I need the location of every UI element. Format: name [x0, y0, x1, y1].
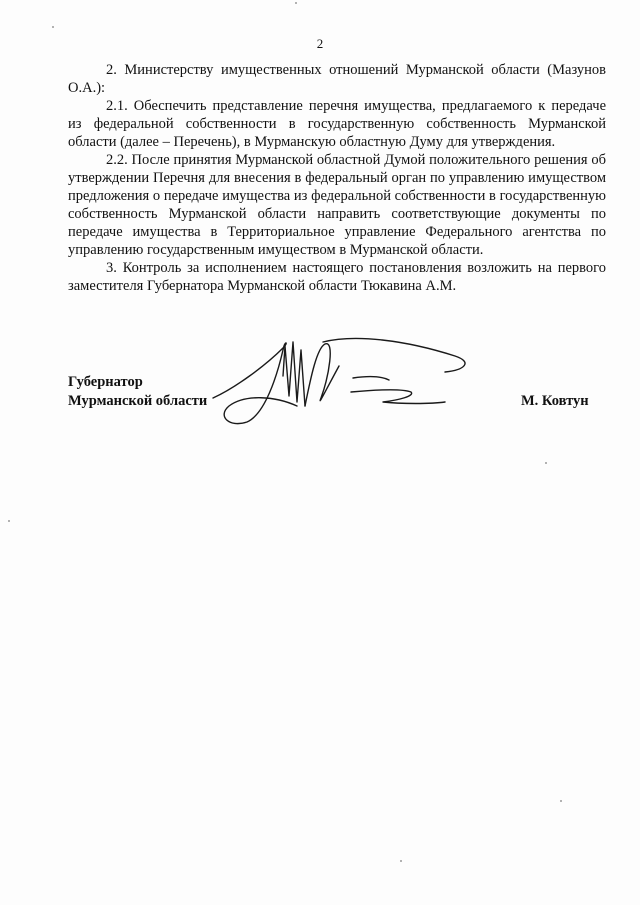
- handwritten-signature: [205, 336, 470, 426]
- signatory-title: [68, 373, 207, 411]
- signatory-title-line-1: Губернатор: [68, 374, 143, 390]
- scan-speck: [400, 860, 402, 862]
- paragraph-item-2-2: 2.2. После принятия Мурманской областной Думой положительного решения об утверждении Перечня для внесения в федеральный орган по управлению имуществом предложения о передаче имущества из федеральной собственности в государственную собственность Мурманской области направить соответствующие документы по передаче имущества в Территориальное управление Федерального агентства по управлению государственным имуществом в Мурманской области.: [68, 152, 606, 258]
- page-number: 2: [316, 36, 324, 51]
- scan-speck: [295, 2, 297, 4]
- scan-speck: [545, 462, 547, 464]
- paragraph-item-2-1: 2.1. Обеспечить представление перечня имущества, предлагаемого к передаче из федеральной собственности в государственную собственность Мурманской области (далее – Перечень), в Мурманскую областную Думу для утверждения.: [68, 98, 606, 150]
- signatory-title-line-2: Мурманской области: [68, 393, 208, 409]
- signatory-name: М. Ковтун: [521, 393, 589, 409]
- paragraph-item-3: 3. Контроль за исполнением настоящего постановления возложить на первого заместителя Губернатора Мурманской области Тюкавина А.М.: [68, 260, 606, 294]
- scan-speck: [8, 520, 10, 522]
- paragraph-item-2: 2. Министерству имущественных отношений Мурманской области (Мазунов О.А.):: [68, 62, 606, 96]
- document-body: [68, 61, 606, 295]
- scan-speck: [560, 800, 562, 802]
- scan-speck: [52, 26, 54, 28]
